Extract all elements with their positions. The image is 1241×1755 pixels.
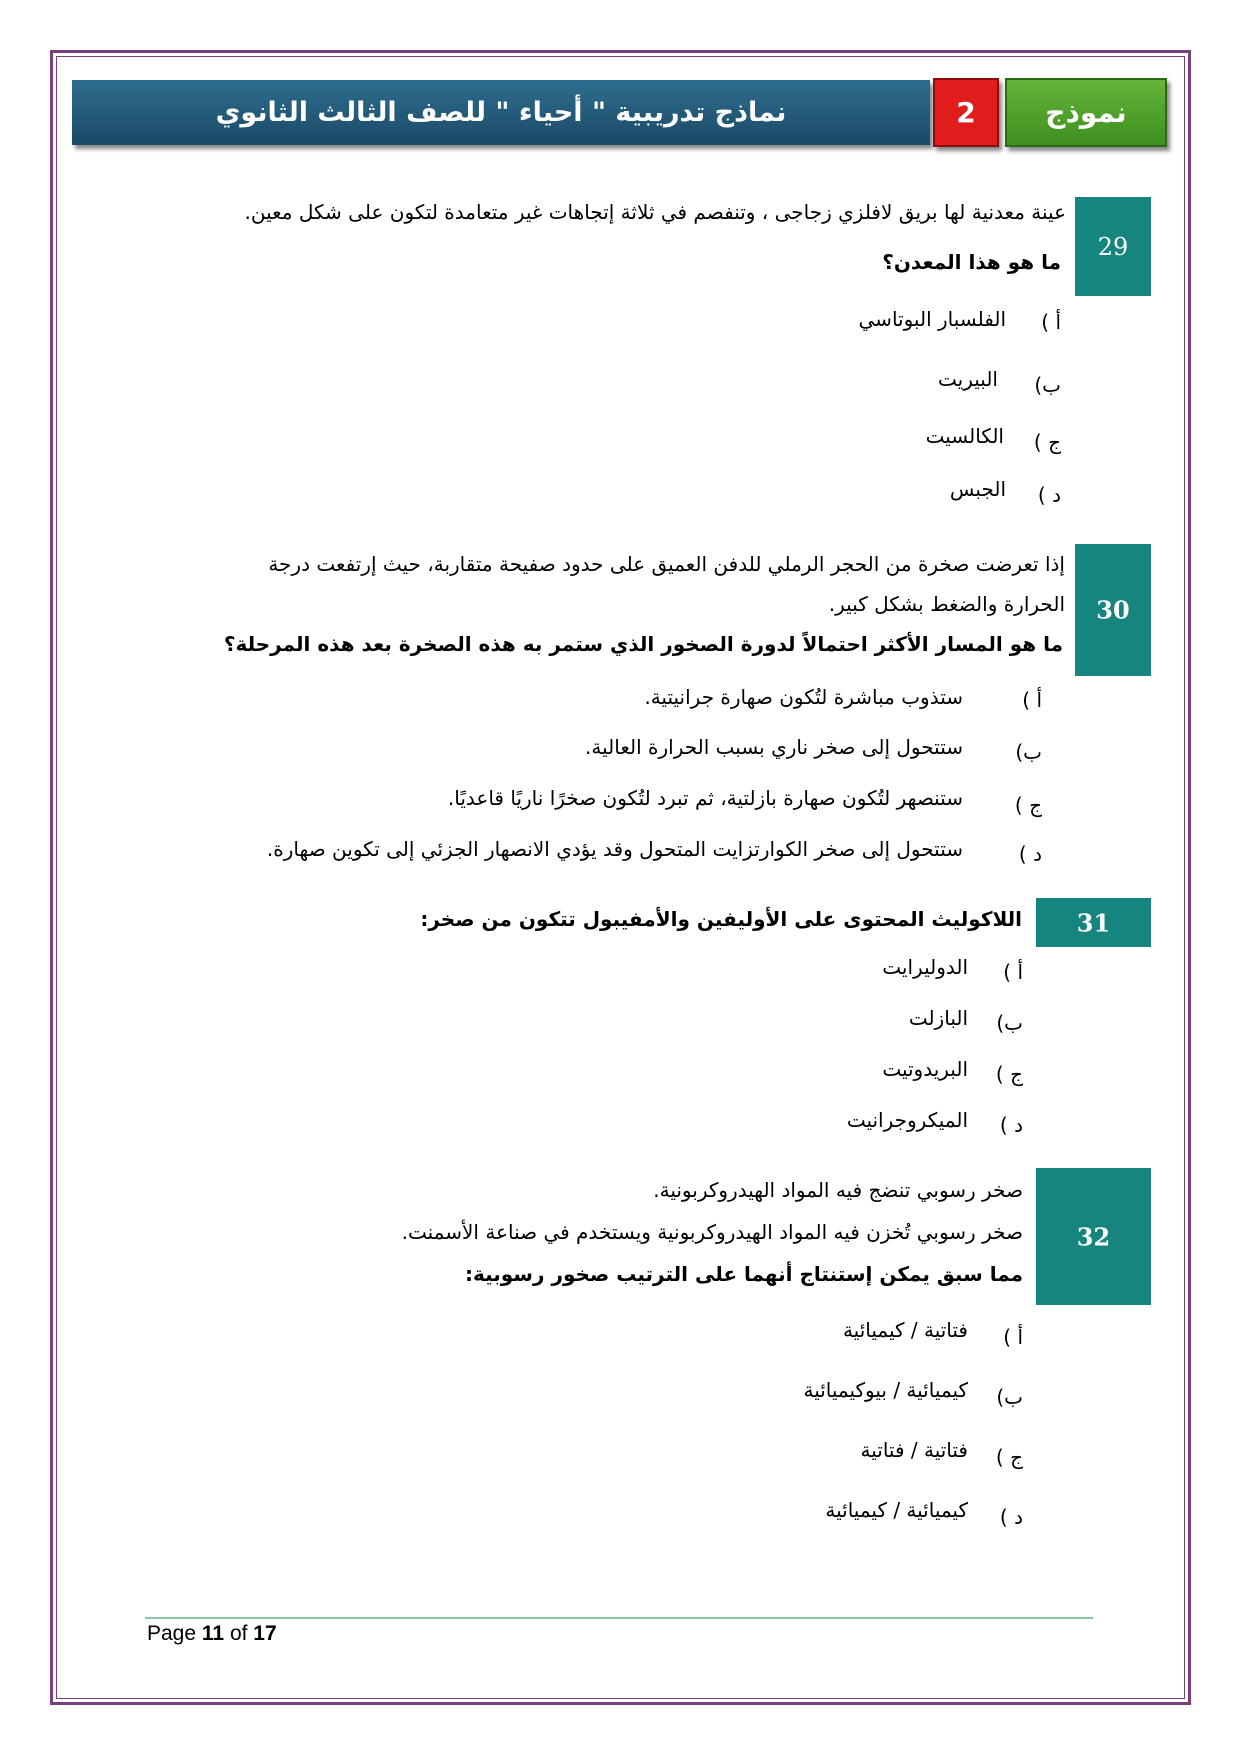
question-number: 30	[1096, 595, 1130, 625]
option-label: ج )	[1014, 793, 1042, 817]
header-model-label: نموذج	[1005, 78, 1167, 147]
footer-total-pages: 17	[253, 1622, 277, 1645]
question-number-box	[1036, 898, 1151, 947]
question-stem: إذا تعرضت صخرة من الحجر الرملي للدفن العميق على حدود صفيحة متقاربة، حيث إرتفعت درجة	[268, 552, 1065, 576]
option-label: ب)	[1034, 373, 1061, 397]
option-label: أ )	[1041, 310, 1061, 334]
option-text: ستتحول إلى صخر الكوارتزايت المتحول وقد يؤدي الانصهار الجزئي إلى تكوين صهارة.	[266, 837, 963, 861]
option-text: ستنصهر لتُكون صهارة بازلتية، ثم تبرد لتُكون صخرًا ناريًا قاعديًا.	[447, 786, 963, 810]
question-stem: عينة معدنية لها بريق لافلزي زجاجى ، وتنفصم في ثلاثة إتجاهات غير متعامدة لتكون على شكل معين.	[244, 200, 1066, 224]
option-text: ستتحول إلى صخر ناري بسبب الحرارة العالية.	[585, 735, 963, 759]
option-label: أ )	[1022, 688, 1042, 712]
option-label: ج )	[1033, 430, 1061, 454]
option-text: فتاتية / كيميائية	[842, 1318, 968, 1342]
question-stem: صخر رسوبي تُخزن فيه المواد الهيدروكربونية ويستخدم في صناعة الأسمنت.	[401, 1220, 1023, 1244]
option-label: ج )	[995, 1445, 1023, 1469]
footer-divider	[145, 1617, 1093, 1619]
option-label: أ )	[1003, 1325, 1023, 1349]
option-text: الجبس	[949, 477, 1006, 501]
question-stem: صخر رسوبي تنضج فيه المواد الهيدروكربونية.	[653, 1178, 1023, 1202]
option-label: أ )	[1003, 960, 1023, 984]
option-label: ج )	[995, 1062, 1023, 1086]
option-label: د )	[1018, 842, 1042, 866]
option-label: د )	[1037, 483, 1061, 507]
option-text: كيميائية / بيوكيميائية	[803, 1378, 968, 1402]
footer-of-word: of	[229, 1622, 248, 1645]
option-label: د )	[999, 1113, 1023, 1137]
option-text: الكالسيت	[925, 424, 1004, 448]
option-label: ب)	[1015, 740, 1042, 764]
question-number: 29	[1097, 232, 1129, 261]
question-number-box	[1075, 197, 1151, 296]
option-text: البيريت	[938, 367, 998, 391]
question-number-box	[1075, 544, 1151, 676]
footer-page-word: Page	[147, 1622, 197, 1645]
option-text: الميكروجرانيت	[846, 1108, 968, 1132]
question-stem: الحرارة والضغط بشكل كبير.	[828, 592, 1065, 616]
option-text: البازلت	[908, 1006, 968, 1030]
question-prompt: ما هو هذا المعدن؟	[882, 250, 1061, 274]
question-number-box	[1036, 1168, 1151, 1305]
option-label: ب)	[996, 1385, 1023, 1409]
option-text: ستذوب مباشرة لتُكون صهارة جرانيتية.	[644, 685, 963, 709]
option-label: ب)	[996, 1011, 1023, 1035]
option-text: فتاتية / فتاتية	[860, 1438, 968, 1462]
option-text: البريدوتيت	[882, 1057, 968, 1081]
option-label: د )	[999, 1505, 1023, 1529]
question-prompt: ما هو المسار الأكثر احتمالاً لدورة الصخور الذي ستمر به هذه الصخرة بعد هذه المرحلة؟	[223, 632, 1063, 656]
footer-current-page: 11	[201, 1622, 225, 1645]
option-text: الدوليرايت	[882, 955, 968, 979]
question-number: 31	[1076, 908, 1111, 937]
question-prompt: مما سبق يمكن إستنتاج أنهما على الترتيب صخور رسوبية:	[464, 1262, 1023, 1286]
question-number: 32	[1076, 1222, 1111, 1251]
option-text: الفلسبار البوتاسي	[858, 307, 1006, 331]
option-text: كيميائية / كيميائية	[825, 1498, 968, 1522]
page-footer	[147, 1622, 277, 1646]
header-title: نماذج تدريبية " أحياء " للصف الثالث الثانوي	[72, 80, 930, 145]
header-model-number: 2	[933, 78, 999, 147]
question-prompt: اللاكوليث المحتوى على الأوليفين والأمفيبول تتكون من صخر:	[420, 907, 1022, 931]
